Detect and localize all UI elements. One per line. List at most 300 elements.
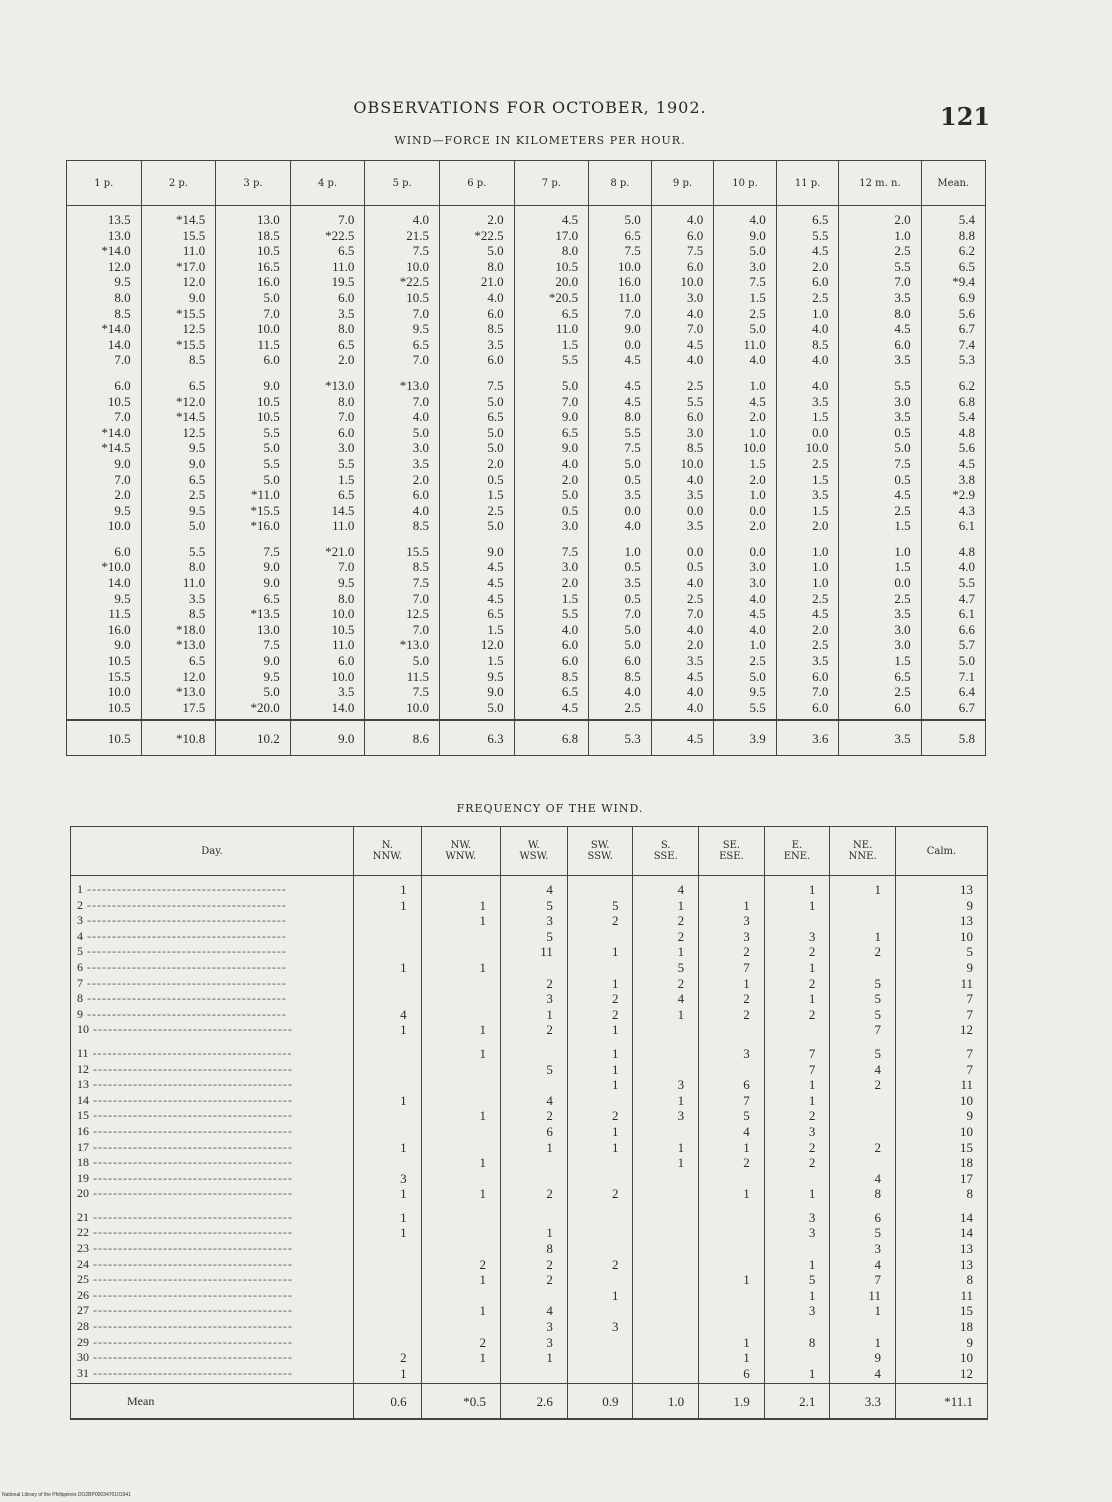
frequency-value: 1 — [874, 928, 881, 944]
direction-header-top: E. — [791, 840, 803, 851]
day-number: 6 — [77, 959, 83, 974]
wind-value: 16.0 — [107, 621, 131, 637]
wind-value: *17.0 — [175, 258, 206, 274]
leader-dots: ---------------------------------------- — [89, 1350, 293, 1365]
wind-value: 5.6 — [958, 305, 975, 321]
wind-value: 7.0 — [338, 212, 355, 227]
frequency-cell-group — [764, 1204, 830, 1384]
frequency-value — [354, 1303, 407, 1319]
direction-header — [354, 827, 422, 876]
day-number: 12 — [77, 1061, 89, 1076]
wind-value: 10.5 — [555, 258, 579, 274]
wind-value: 8.5 — [687, 440, 704, 456]
frequency-mean-value: 0.9 — [567, 1384, 633, 1420]
frequency-value: 4 — [874, 1256, 881, 1272]
frequency-cell-group — [421, 876, 500, 1040]
leader-dots: ---------------------------------------- — [89, 1108, 293, 1123]
frequency-subtitle: FREQUENCY OF THE WIND. — [456, 802, 644, 815]
wind-value: 4.0 — [687, 471, 704, 487]
frequency-value — [633, 1210, 684, 1226]
wind-value: 4.0 — [687, 305, 704, 321]
frequency-value — [633, 1186, 684, 1202]
wind-value: 8.5 — [412, 559, 429, 575]
wind-cell-group — [714, 206, 777, 372]
wind-value: 2.0 — [412, 471, 429, 487]
frequency-value: 3 — [743, 1045, 750, 1061]
leader-dots: ---------------------------------------- — [89, 1303, 293, 1318]
wind-value: 3.0 — [894, 393, 911, 409]
wind-value: 6.0 — [114, 543, 131, 559]
wind-cell-group — [365, 538, 440, 721]
frequency-value: 1 — [874, 1303, 881, 1319]
frequency-value: 1 — [546, 1350, 553, 1366]
direction-header — [895, 827, 987, 876]
direction-header-bottom: SSW. — [587, 851, 613, 862]
wind-value: 2.5 — [812, 289, 829, 305]
frequency-value: 10 — [960, 1123, 973, 1139]
frequency-value: 2 — [479, 1256, 486, 1272]
wind-value: *18.0 — [175, 621, 206, 637]
wind-cell-group — [776, 206, 839, 372]
wind-value: 10.0 — [107, 684, 131, 700]
frequency-value — [568, 960, 619, 976]
wind-value: 8.0 — [188, 559, 206, 575]
wind-value: 5.5 — [188, 543, 206, 559]
frequency-value: 3 — [400, 1170, 407, 1186]
wind-value: 6.0 — [687, 258, 704, 274]
wind-col-header: 5 p. — [365, 161, 440, 206]
frequency-cell-group — [895, 876, 987, 1040]
frequency-value — [699, 1288, 750, 1304]
wind-cell-group — [651, 372, 714, 538]
frequency-value: 7 — [966, 1006, 973, 1022]
frequency-cell-group — [830, 1040, 896, 1204]
page-title: OBSERVATIONS FOR OCTOBER, 1902. — [353, 98, 707, 117]
wind-value: 12.0 — [107, 258, 131, 274]
wind-force-subtitle: WIND—FORCE IN KILOMETERS PER HOUR. — [394, 134, 686, 147]
frequency-value — [830, 898, 881, 914]
wind-value: 19.5 — [331, 274, 355, 290]
frequency-value — [422, 1366, 486, 1382]
frequency-value — [422, 1124, 486, 1140]
wind-value: 9.5 — [487, 668, 504, 684]
wind-value: 7.5 — [749, 274, 766, 290]
frequency-value: 1 — [479, 1272, 486, 1288]
wind-value: *13.0 — [399, 377, 429, 393]
wind-value: 6.5 — [263, 590, 280, 606]
leader-dots: ---------------------------------------- — [89, 1022, 293, 1037]
frequency-value: 14 — [960, 1209, 973, 1225]
frequency-value: 1 — [611, 1045, 619, 1061]
wind-value: *13.0 — [175, 684, 206, 700]
wind-value: 6.5 — [958, 258, 975, 274]
direction-header-bottom: NNE. — [848, 851, 877, 862]
frequency-value: 10 — [960, 928, 973, 944]
leader-dots: ---------------------------------------- — [83, 944, 287, 959]
wind-value: 6.5 — [487, 409, 504, 425]
frequency-cell-group — [633, 876, 699, 1040]
frequency-value — [830, 1319, 881, 1335]
frequency-value: 1 — [400, 959, 407, 975]
wind-value: 5.5 — [958, 575, 975, 591]
wind-value: 11.0 — [618, 289, 641, 305]
wind-value: 1.0 — [749, 637, 766, 653]
wind-value: 5.0 — [624, 621, 641, 637]
day-label-line — [77, 1155, 339, 1171]
wind-value: 3.5 — [338, 684, 355, 700]
wind-value: 4.0 — [687, 575, 704, 591]
wind-value: 4.5 — [624, 393, 641, 409]
day-label-line — [77, 1007, 339, 1023]
wind-value: 8.5 — [412, 518, 429, 534]
frequency-mean-row — [71, 1384, 988, 1420]
frequency-value: 5 — [743, 1108, 750, 1124]
frequency-group-row — [71, 876, 988, 1040]
wind-value: 5.0 — [487, 243, 504, 259]
frequency-value — [568, 1303, 619, 1319]
wind-value: 2.5 — [812, 455, 829, 471]
wind-value: 5.0 — [487, 424, 504, 440]
wind-value: 7.0 — [338, 559, 355, 575]
wind-value: 9.0 — [188, 455, 206, 471]
wind-value: 2.0 — [749, 409, 766, 425]
wind-value: 11.0 — [182, 575, 206, 591]
wind-value: *16.0 — [250, 518, 280, 534]
wind-value: 5.0 — [624, 455, 641, 471]
frequency-value: 9 — [966, 1108, 973, 1124]
frequency-value: 7 — [966, 1045, 973, 1061]
frequency-value — [354, 1241, 407, 1257]
frequency-value: 1 — [677, 1139, 685, 1155]
wind-mean-value: 5.8 — [921, 720, 985, 756]
wind-cell-group — [67, 538, 142, 721]
wind-value: 2.5 — [894, 684, 911, 700]
frequency-value: 2 — [677, 913, 685, 929]
frequency-value: 1 — [743, 1186, 750, 1202]
frequency-cell-group — [354, 876, 422, 1040]
frequency-value: 5 — [611, 897, 619, 913]
wind-value: 9.0 — [561, 409, 579, 425]
wind-value: 3.5 — [894, 409, 911, 425]
wind-value: *14.0 — [101, 243, 131, 259]
wind-value: 13.0 — [107, 227, 131, 243]
wind-value: 4.5 — [687, 668, 704, 684]
wind-value: 7.1 — [958, 668, 975, 684]
frequency-value: 2 — [546, 1272, 553, 1288]
wind-value: 6.0 — [812, 699, 829, 715]
leader-dots: ---------------------------------------- — [89, 1287, 293, 1302]
wind-value: 14.0 — [107, 336, 131, 352]
direction-header-top: NE. — [853, 840, 873, 851]
wind-value: 4.5 — [624, 377, 641, 393]
day-label-line — [77, 1062, 339, 1078]
wind-cell-group — [714, 538, 777, 721]
frequency-value: 2 — [479, 1334, 486, 1350]
mean-label: Mean — [71, 1384, 354, 1420]
frequency-value: 3 — [546, 913, 553, 929]
wind-value: 6.0 — [561, 653, 579, 669]
day-label-line — [77, 1210, 339, 1226]
frequency-value — [633, 1046, 684, 1062]
wind-col-header: 11 p. — [776, 161, 839, 206]
day-number: 19 — [77, 1170, 89, 1185]
wind-value: *9.4 — [952, 274, 975, 290]
wind-value: *15.5 — [250, 502, 280, 518]
wind-mean-row — [67, 720, 986, 756]
wind-value: 6.0 — [687, 227, 704, 243]
day-label-line — [77, 1350, 339, 1366]
wind-value: *22.5 — [325, 227, 355, 243]
frequency-value — [501, 1077, 553, 1093]
wind-value: 6.0 — [412, 487, 429, 503]
day-number: 24 — [77, 1256, 89, 1271]
frequency-value — [354, 991, 407, 1007]
wind-mean-value: 3.6 — [776, 720, 839, 756]
wind-value: 6.5 — [412, 336, 429, 352]
frequency-mean-value: 0.6 — [354, 1384, 422, 1420]
wind-cell-group — [839, 538, 921, 721]
frequency-cell-group — [764, 1040, 830, 1204]
frequency-value — [633, 1062, 684, 1078]
frequency-value: 8 — [808, 1334, 816, 1350]
day-number: 16 — [77, 1123, 89, 1138]
frequency-value — [830, 1108, 881, 1124]
wind-value: 2.5 — [624, 699, 641, 715]
leader-dots: ---------------------------------------- — [83, 913, 287, 928]
wind-value: 7.5 — [412, 575, 429, 591]
wind-value: 4.5 — [958, 455, 975, 471]
wind-value: 10.5 — [331, 621, 355, 637]
wind-value: 8.8 — [958, 227, 975, 243]
frequency-value — [699, 882, 750, 898]
day-label-line — [77, 991, 339, 1007]
wind-value: 5.5 — [749, 699, 766, 715]
wind-value: 9.0 — [263, 377, 280, 393]
wind-value: 10.0 — [680, 455, 704, 471]
frequency-value: 1 — [611, 975, 619, 991]
frequency-value: 10 — [960, 1350, 973, 1366]
frequency-value — [568, 1241, 619, 1257]
wind-value: 11.0 — [182, 243, 206, 259]
wind-value: 10.0 — [617, 258, 641, 274]
day-label-line — [77, 1171, 339, 1187]
frequency-value: 13 — [960, 1241, 973, 1257]
frequency-value: 1 — [400, 1022, 407, 1038]
wind-value: 6.1 — [958, 518, 975, 534]
frequency-value — [699, 1210, 750, 1226]
wind-group-row — [67, 538, 986, 721]
wind-value: 7.5 — [412, 243, 429, 259]
wind-value: 2.5 — [487, 502, 504, 518]
wind-value: 18.5 — [257, 227, 280, 243]
wind-value: 9.5 — [114, 590, 131, 606]
frequency-value: 11 — [960, 975, 973, 991]
frequency-value — [699, 1171, 750, 1187]
day-label-line — [77, 1186, 339, 1202]
frequency-value — [568, 1171, 619, 1187]
wind-cell-group — [839, 206, 921, 372]
frequency-value: 7 — [874, 1022, 881, 1038]
wind-value: 5.0 — [263, 471, 280, 487]
frequency-value: 4 — [874, 1365, 881, 1381]
direction-header-bottom: ENE. — [783, 851, 811, 862]
wind-col-header: 7 p. — [514, 161, 589, 206]
wind-value: 3.0 — [894, 621, 911, 637]
day-number: 22 — [77, 1225, 89, 1240]
frequency-value: 2 — [808, 1139, 816, 1155]
wind-cell-group — [67, 372, 142, 538]
direction-header-top: N. — [381, 840, 393, 851]
frequency-value: 2 — [808, 1006, 816, 1022]
direction-header — [633, 827, 699, 876]
day-number: 27 — [77, 1303, 89, 1318]
frequency-value: 2 — [546, 1022, 553, 1038]
wind-value: 11.0 — [332, 637, 355, 653]
wind-value: 5.0 — [487, 440, 504, 456]
wind-value: 1.0 — [624, 543, 641, 559]
wind-value: 9.0 — [114, 455, 131, 471]
frequency-value: 2 — [808, 944, 816, 960]
frequency-value — [830, 1124, 881, 1140]
wind-value: 0.5 — [624, 590, 641, 606]
frequency-cell-group — [421, 1204, 500, 1384]
wind-col-header: 9 p. — [651, 161, 714, 206]
frequency-value: 2 — [874, 1139, 881, 1155]
wind-value: 3.0 — [687, 424, 704, 440]
wind-value: *11.0 — [251, 487, 280, 503]
frequency-value: 12 — [960, 1022, 973, 1038]
wind-value: 6.4 — [958, 684, 975, 700]
wind-cell-group — [439, 372, 514, 538]
frequency-value — [568, 929, 619, 945]
wind-value: 1.5 — [487, 653, 504, 669]
frequency-value — [354, 929, 407, 945]
wind-value: 7.0 — [412, 305, 429, 321]
frequency-value: 5 — [874, 1006, 881, 1022]
frequency-value — [422, 1062, 486, 1078]
wind-col-header: 8 p. — [589, 161, 652, 206]
frequency-value: 1 — [479, 959, 486, 975]
wind-value: 5.4 — [958, 409, 975, 425]
wind-cell-group — [514, 206, 589, 372]
frequency-header-row — [71, 827, 988, 876]
frequency-value — [699, 1241, 750, 1257]
direction-header-top: Calm. — [926, 845, 957, 857]
frequency-value: 7 — [808, 1061, 816, 1077]
wind-value: 17.5 — [182, 699, 206, 715]
wind-value: 5.0 — [487, 699, 504, 715]
wind-value: 6.0 — [263, 352, 280, 368]
wind-value: 5.0 — [412, 653, 429, 669]
frequency-value: 1 — [546, 1139, 553, 1155]
frequency-value: 1 — [400, 1186, 407, 1202]
frequency-cell-group — [699, 1204, 765, 1384]
day-number: 20 — [77, 1186, 89, 1201]
frequency-value: 1 — [546, 1225, 553, 1241]
wind-value: 6.0 — [561, 637, 579, 653]
wind-value: 7.5 — [687, 243, 704, 259]
wind-value: 10.0 — [406, 699, 429, 715]
wind-value: 8.0 — [338, 590, 355, 606]
frequency-value: 5 — [808, 1272, 816, 1288]
frequency-value: 1 — [743, 975, 750, 991]
direction-header-top: W. — [528, 840, 540, 851]
frequency-group-row — [71, 1040, 988, 1204]
wind-value: 2.5 — [894, 590, 911, 606]
frequency-value — [501, 1171, 553, 1187]
direction-header — [830, 827, 896, 876]
frequency-value: 5 — [546, 1061, 553, 1077]
direction-header-bottom: ESE. — [719, 851, 744, 862]
wind-value: 3.0 — [412, 440, 429, 456]
wind-value: *15.5 — [175, 305, 206, 321]
wind-value: 0.5 — [687, 559, 704, 575]
day-label-line — [77, 1335, 339, 1351]
leader-dots: ---------------------------------------- — [89, 1077, 293, 1092]
frequency-value — [501, 1046, 553, 1062]
wind-value: 2.5 — [687, 377, 704, 393]
frequency-value: 1 — [677, 897, 685, 913]
frequency-value — [422, 1225, 486, 1241]
wind-value: 4.0 — [487, 289, 504, 305]
wind-value: 4.5 — [749, 606, 766, 622]
wind-value: 12.5 — [406, 606, 429, 622]
wind-value: 2.0 — [487, 212, 504, 227]
frequency-value — [422, 1140, 486, 1156]
wind-value: 9.5 — [188, 440, 206, 456]
frequency-value: 11 — [540, 944, 553, 960]
wind-value: 9.0 — [263, 653, 280, 669]
wind-cell-group — [651, 206, 714, 372]
wind-value: 7.0 — [114, 409, 131, 425]
day-label-line — [77, 1366, 339, 1382]
wind-value: 16.0 — [257, 274, 280, 290]
direction-header-bottom: NNW. — [372, 851, 402, 862]
wind-value: 3.5 — [812, 653, 829, 669]
day-cell-group — [71, 1204, 354, 1384]
wind-value: 0.5 — [561, 502, 579, 518]
frequency-value — [354, 1272, 407, 1288]
wind-mean-value: 9.0 — [290, 720, 365, 756]
day-label-line — [77, 1257, 339, 1273]
wind-mean-value: 10.5 — [67, 720, 142, 756]
wind-value: *13.0 — [399, 637, 429, 653]
wind-value: 11.5 — [257, 336, 280, 352]
frequency-value — [568, 1350, 619, 1366]
wind-value: 0.5 — [624, 559, 641, 575]
day-label-line — [77, 1272, 339, 1288]
frequency-value: 3 — [611, 1319, 619, 1335]
leader-dots: ---------------------------------------- — [83, 991, 287, 1006]
leader-dots: ---------------------------------------- — [89, 1186, 293, 1201]
wind-col-header: 6 p. — [439, 161, 514, 206]
wind-value: 9.5 — [749, 684, 766, 700]
frequency-mean-value: *0.5 — [421, 1384, 500, 1420]
wind-mean-value: 4.5 — [651, 720, 714, 756]
day-number: 8 — [77, 991, 83, 1006]
frequency-value: 1 — [611, 1287, 619, 1303]
frequency-table — [70, 826, 988, 1420]
wind-value: 7.5 — [487, 377, 504, 393]
direction-header-top: SW. — [590, 840, 610, 851]
wind-value: 7.0 — [114, 352, 131, 368]
wind-value: 9.5 — [338, 575, 355, 591]
day-label-line — [77, 1077, 339, 1093]
wind-col-header: Mean. — [921, 161, 985, 206]
wind-value: 8.0 — [338, 393, 355, 409]
frequency-value: 4 — [546, 882, 553, 897]
day-number: 18 — [77, 1155, 89, 1170]
